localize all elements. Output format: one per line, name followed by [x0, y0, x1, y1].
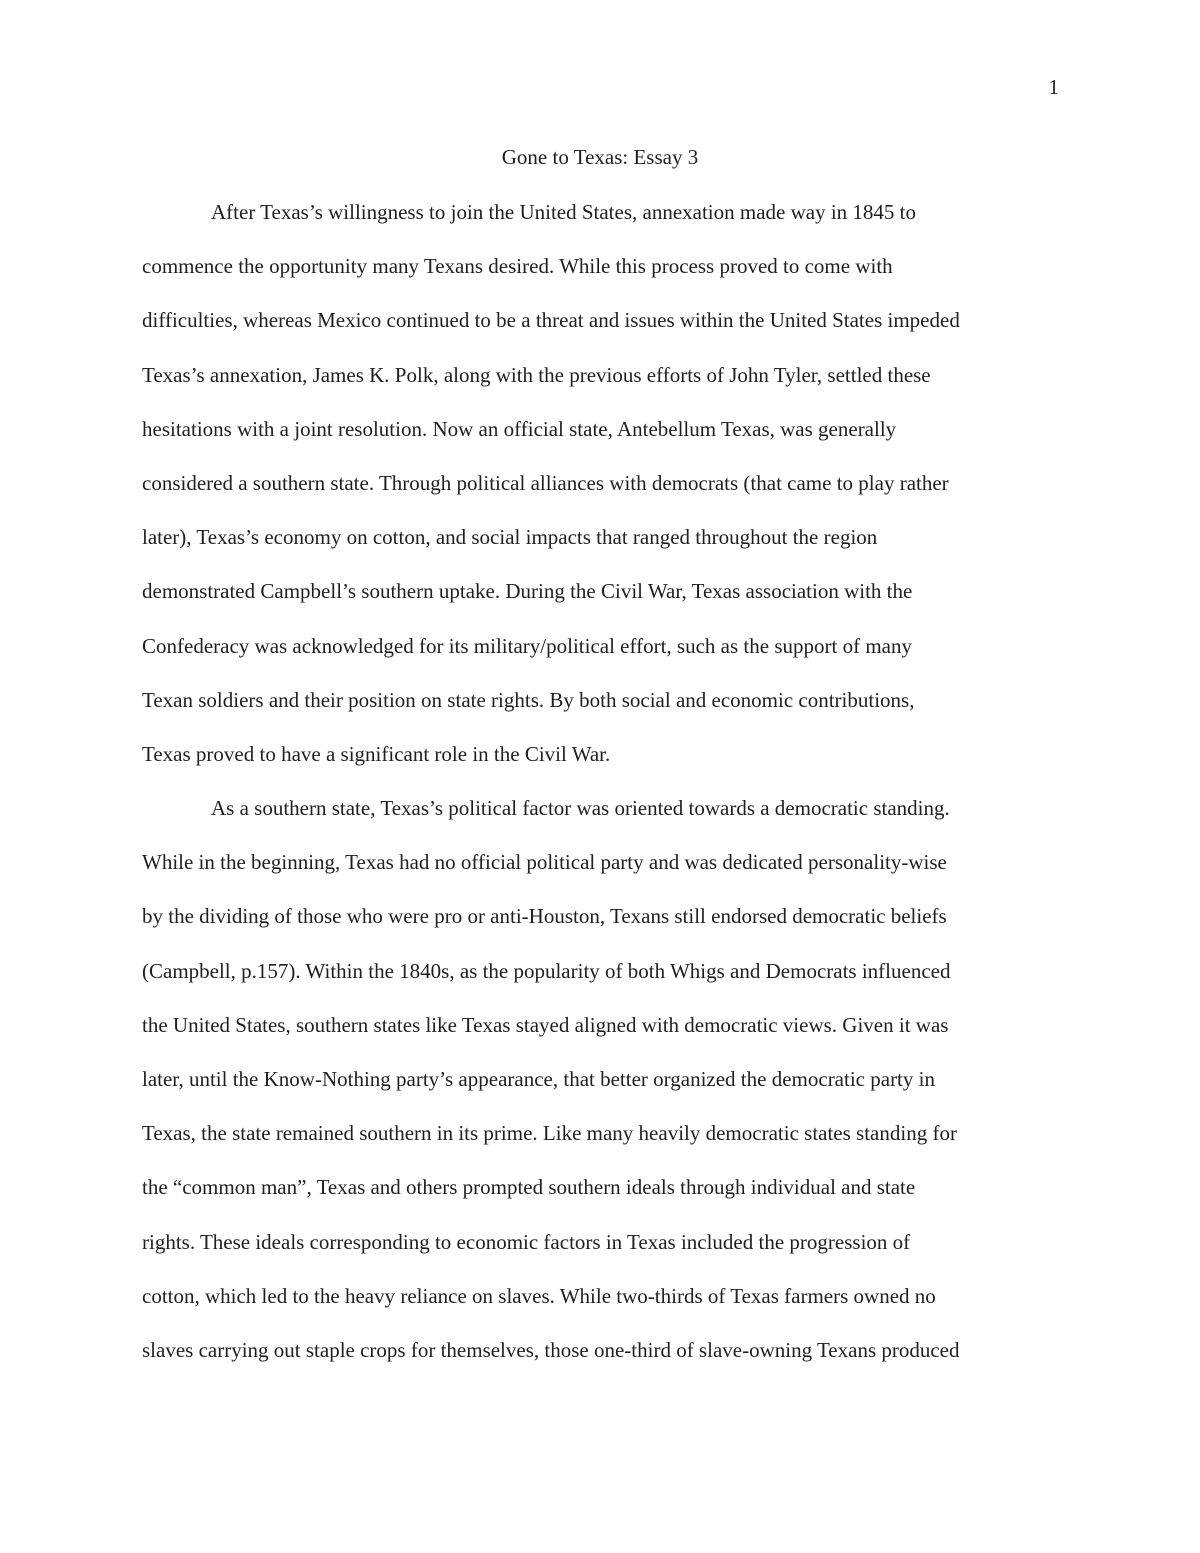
paragraph-1-line: considered a southern state. Through political alliances with democrats (that came to play rather [142, 470, 949, 495]
paragraph-1-line: Texas proved to have a significant role in the Civil War. [142, 741, 611, 766]
paragraph-1-line: Texan soldiers and their position on state rights. By both social and economic contributions, [142, 687, 915, 712]
essay-body [142, 197, 1060, 1389]
paragraph-2-line: As a southern state, Texas’s political factor was oriented towards a democratic standing. [211, 796, 950, 821]
paragraph-2-line: slaves carrying out staple crops for themselves, those one-third of slave-owning Texans produced [142, 1337, 960, 1362]
paragraph-2-line: later, until the Know-Nothing party’s appearance, that better organized the democratic party in [142, 1067, 935, 1091]
paragraph-1-line: later), Texas’s economy on cotton, and social impacts that ranged throughout the region [142, 525, 878, 550]
paragraph-2-line: by the dividing of those who were pro or anti-Houston, Texans still endorsed democratic beliefs [142, 904, 947, 929]
paragraph-1-line: commence the opportunity many Texans desired. While this process proved to come with [142, 254, 893, 279]
paragraph-2-line: the “common man”, Texas and others prompted southern ideals through individual and state [142, 1175, 916, 1200]
paragraph-2-line: (Campbell, p.157). Within the 1840s, as the popularity of both Whigs and Democrats influenced [142, 958, 951, 983]
paragraph-2-line: While in the beginning, Texas had no official political party and was dedicated personality-wise [142, 850, 947, 875]
paragraph-1-line: Confederacy was acknowledged for its military/political effort, such as the support of many [142, 633, 912, 658]
paragraph-2-line: cotton, which led to the heavy reliance on slaves. While two-thirds of Texas farmers owned no [142, 1283, 936, 1308]
paragraph-2-line: the United States, southern states like Texas stayed aligned with democratic views. Given it was [142, 1012, 949, 1037]
paragraph-1-line: hesitations with a joint resolution. Now an official state, Antebellum Texas, was generally [142, 416, 897, 441]
page-number: 1 [1048, 75, 1059, 99]
paragraph-1-line: Texas’s annexation, James K. Polk, along with the previous efforts of John Tyler, settled these [142, 362, 931, 387]
paragraph-2-line: Texas, the state remained southern in its prime. Like many heavily democratic states standing for [142, 1121, 957, 1146]
essay-title: Gone to Texas: Essay 3 [501, 145, 699, 169]
paragraph-1-line: After Texas’s willingness to join the United States, annexation made way in 1845 to [211, 200, 917, 224]
paragraph-1-line: difficulties, whereas Mexico continued to be a threat and issues within the United States impeded [142, 308, 960, 333]
paragraph-1-line: demonstrated Campbell’s southern uptake. During the Civil War, Texas association with the [142, 579, 913, 604]
paragraph-2-line: rights. These ideals corresponding to economic factors in Texas included the progression of [142, 1229, 911, 1254]
